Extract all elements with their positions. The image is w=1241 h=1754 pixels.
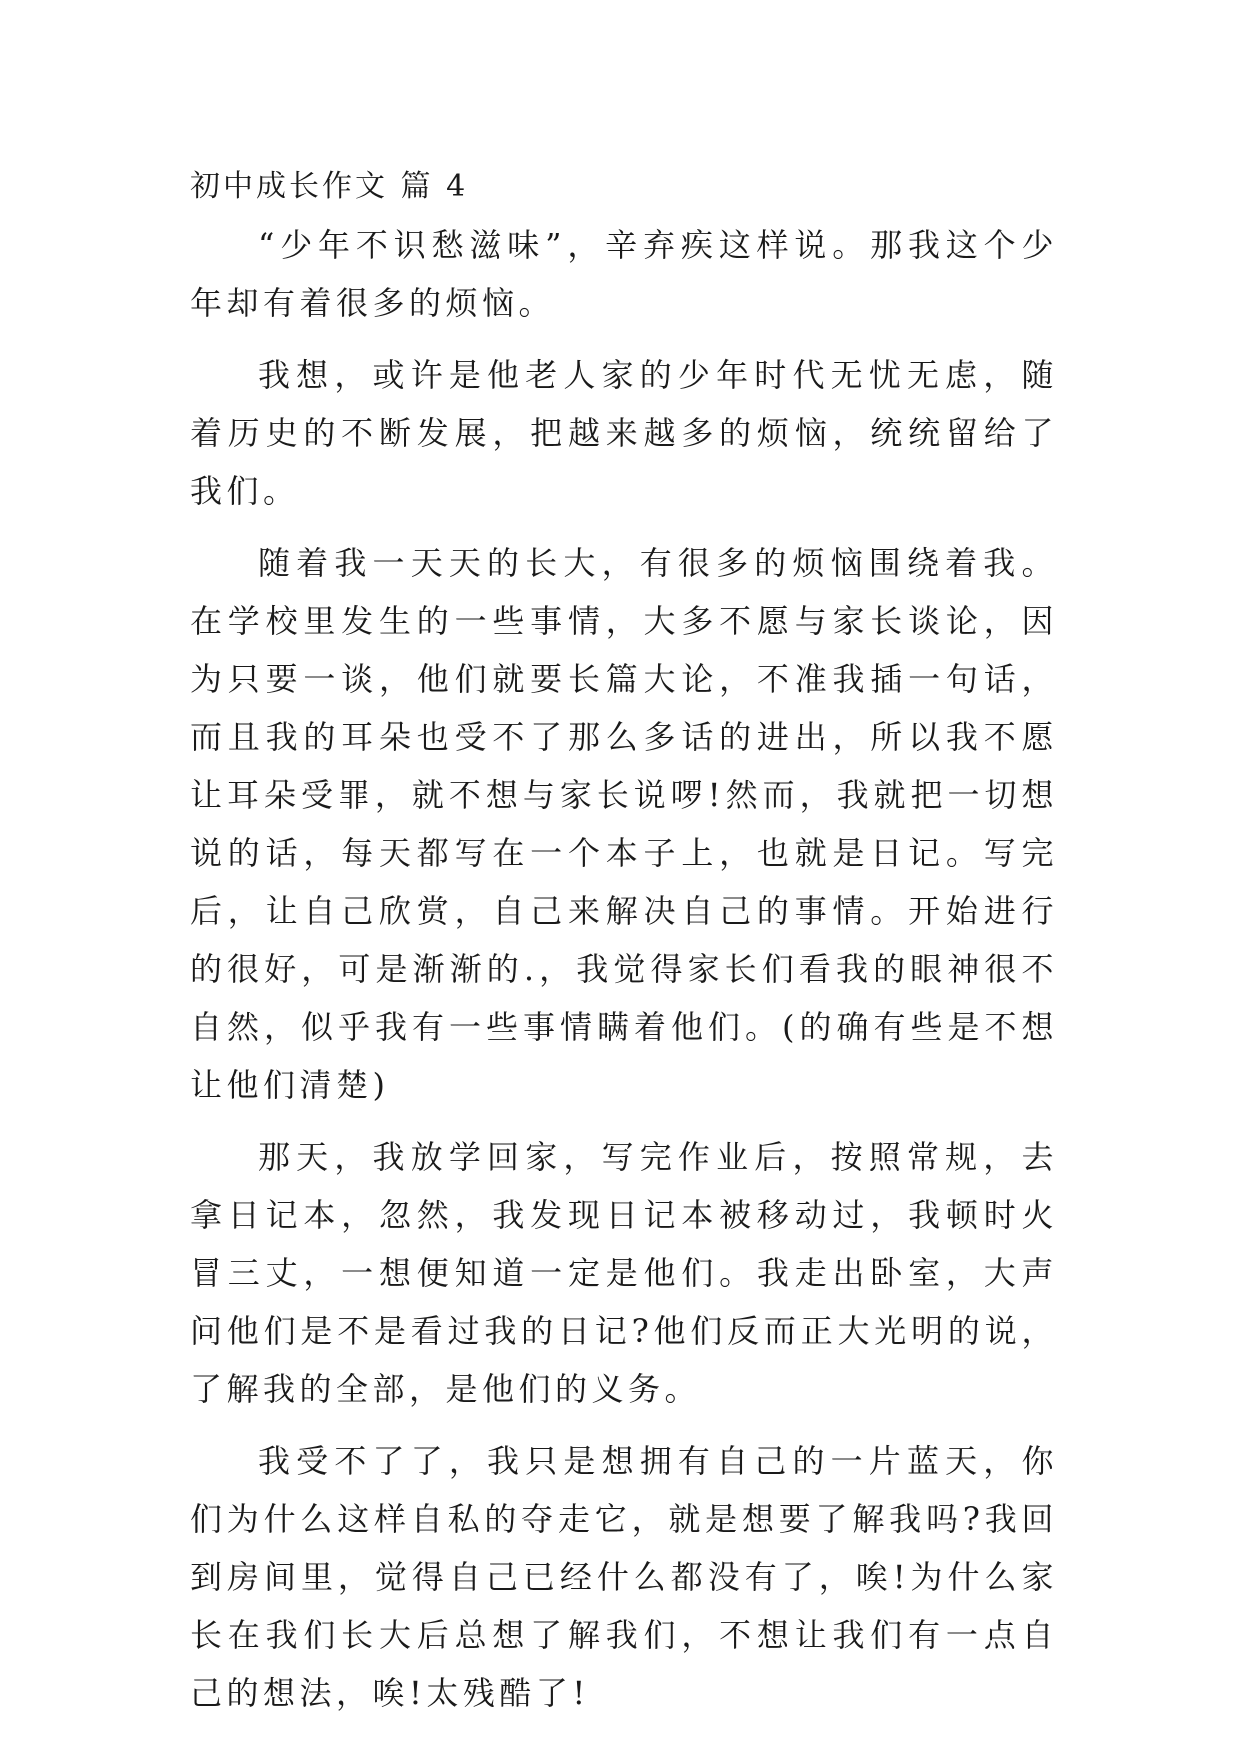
paragraph-3: 随着我一天天的长大，有很多的烦恼围绕着我。在学校里发生的一些事情，大多不愿与家长谈论，因为只要一谈，他们就要长篇大论，不准我插一句话，而且我的耳朵也受不了那么多话的进出，所以我不愿让耳朵受罪，就不想与家长说啰!然而，我就把一切想说的话，每天都写在一个本子上，也就是日记。写完后，让自己欣赏，自己来解决自己的事情。开始进行的很好，可是渐渐的.，我觉得家长们看我的眼神很不自然，似乎我有一些事情瞒着他们。(的确有些是不想让他们清楚)	[190, 544, 1058, 1104]
essay-title: 初中成长作文 篇 4	[190, 169, 469, 204]
paragraph-2: 我想，或许是他老人家的少年时代无忧无虑，随着历史的不断发展，把越来越多的烦恼，统统留给了我们。	[190, 356, 1058, 510]
paragraph-4: 那天，我放学回家，写完作业后，按照常规，去拿日记本，忽然，我发现日记本被移动过，我顿时火冒三丈，一想便知道一定是他们。我走出卧室，大声问他们是不是看过我的日记?他们反而正大光明的说，了解我的全部，是他们的义务。	[190, 1138, 1058, 1408]
paragraph-1: “少年不识愁滋味”，辛弃疾这样说。那我这个少年却有着很多的烦恼。	[190, 226, 1058, 322]
document-body	[190, 158, 1058, 1736]
paragraph-5: 我受不了了，我只是想拥有自己的一片蓝天，你们为什么这样自私的夺走它，就是想要了解我吗?我回到房间里，觉得自己已经什么都没有了，唉!为什么家长在我们长大后总想了解我们，不想让我们有一点自己的想法，唉!太残酷了!	[190, 1442, 1058, 1712]
